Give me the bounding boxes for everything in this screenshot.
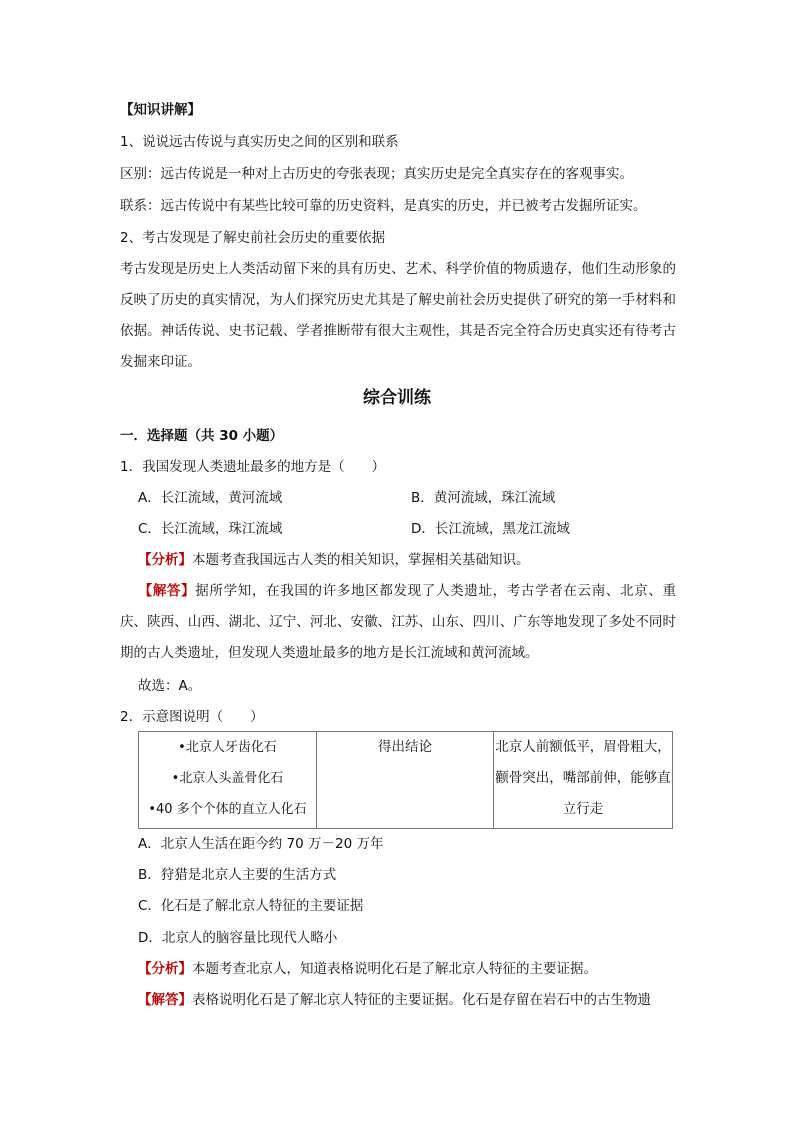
q2-diagram-table xyxy=(138,731,673,829)
q2-analysis-tag: 【分析】 xyxy=(138,961,192,977)
q2-evidence-item: •40 多个个体的直立人化石 xyxy=(148,802,307,817)
q2-conclusion-line: 立行走 xyxy=(562,801,604,817)
q2-option-d: D．北京人的脑容量比现代人略小 xyxy=(138,930,338,946)
knowledge-item1-connection: 联系：远古传说中有某些比较可靠的历史资料，是真实的历史，并已被考古发掘所证实。 xyxy=(120,198,647,214)
section-title: 综合训练 xyxy=(363,388,431,408)
knowledge-header: 【知识讲解】 xyxy=(120,102,201,118)
q2-analysis-text: 本题考查北京人，知道表格说明化石是了解北京人特征的主要证据。 xyxy=(192,961,597,977)
q2-stem: 2．示意图说明（ ） xyxy=(120,709,264,725)
q1-stem: 1．我国发现人类遗址最多的地方是（ ） xyxy=(120,459,386,475)
q1-answer-tag: 【解答】 xyxy=(138,583,196,599)
knowledge-item1-difference: 区别：远古传说是一种对上古历史的夸张表现；真实历史是完全真实存在的客观事实。 xyxy=(120,166,633,182)
knowledge-item2-body: 考古发现是历史上人类活动留下来的具有历史、艺术、科学价值的物质遗存，他们生动形象的反映了历史的真实情况，为人们探究历史尤其是了解史前社会历史提供了研究的第一手材料和依据。神话传说、史书记载、学者推断带有很大主观性，其是否完全符合历史真实还有待考古发掘来印证。 xyxy=(120,261,676,370)
q2-diagram-middle xyxy=(317,732,494,829)
q2-diagram-conclusion xyxy=(494,732,673,829)
q2-conclusion-line: 颧骨突出，嘴部前伸，能够直 xyxy=(495,770,671,786)
q2-option-b: B．狩猎是北京人主要的生活方式 xyxy=(138,867,337,883)
q2-option-c: C．化石是了解北京人特征的主要证据 xyxy=(138,898,364,914)
q1-analysis xyxy=(138,550,530,570)
q2-option-a: A．北京人生活在距今约 70 万－20 万年 xyxy=(138,836,384,852)
q1-option-c: C．长江流域，珠江流域 xyxy=(138,521,283,537)
q2-answer xyxy=(138,990,651,1010)
q1-answer xyxy=(120,576,676,669)
q1-option-a: A．长江流域，黄河流域 xyxy=(138,490,283,506)
q2-diagram-arrow-label: 得出结论 xyxy=(378,739,432,755)
q1-answer-text: 据所学知，在我国的许多地区都发现了人类遗址，考古学者在云南、北京、重庆、陕西、山西、湖北、辽宁、河北、安徽、江苏、山东、四川、广东等地发现了多处不同时期的古人类遗址，但发现人类遗址最多的地方是长江流域和黄河流域。 xyxy=(120,583,677,661)
q1-analysis-tag: 【分析】 xyxy=(138,552,192,568)
q2-conclusion-line: 北京人前额低平，眉骨粗大， xyxy=(495,739,671,755)
q2-analysis xyxy=(138,959,597,979)
q1-option-d: D．长江流域，黑龙江流域 xyxy=(411,521,570,537)
q1-analysis-text: 本题考查我国远古人类的相关知识，掌握相关基础知识。 xyxy=(192,552,530,568)
q2-evidence-item: •北京人头盖骨化石 xyxy=(171,771,284,786)
q2-diagram-evidence xyxy=(139,732,317,829)
q2-answer-tag: 【解答】 xyxy=(138,992,192,1008)
q2-evidence-item: •北京人牙齿化石 xyxy=(178,740,277,755)
part-heading: 一．选择题（共 30 小题） xyxy=(120,428,284,444)
q2-answer-text: 表格说明化石是了解北京人特征的主要证据。化石是存留在岩石中的古生物遗 xyxy=(192,992,651,1008)
knowledge-item1-title: 1、说说远古传说与真实历史之间的区别和联系 xyxy=(120,134,399,150)
q1-choice: 故选：A。 xyxy=(138,678,202,694)
q1-option-b: B．黄河流域，珠江流域 xyxy=(411,490,556,506)
knowledge-item2-title: 2、考古发现是了解史前社会历史的重要依据 xyxy=(120,230,386,246)
